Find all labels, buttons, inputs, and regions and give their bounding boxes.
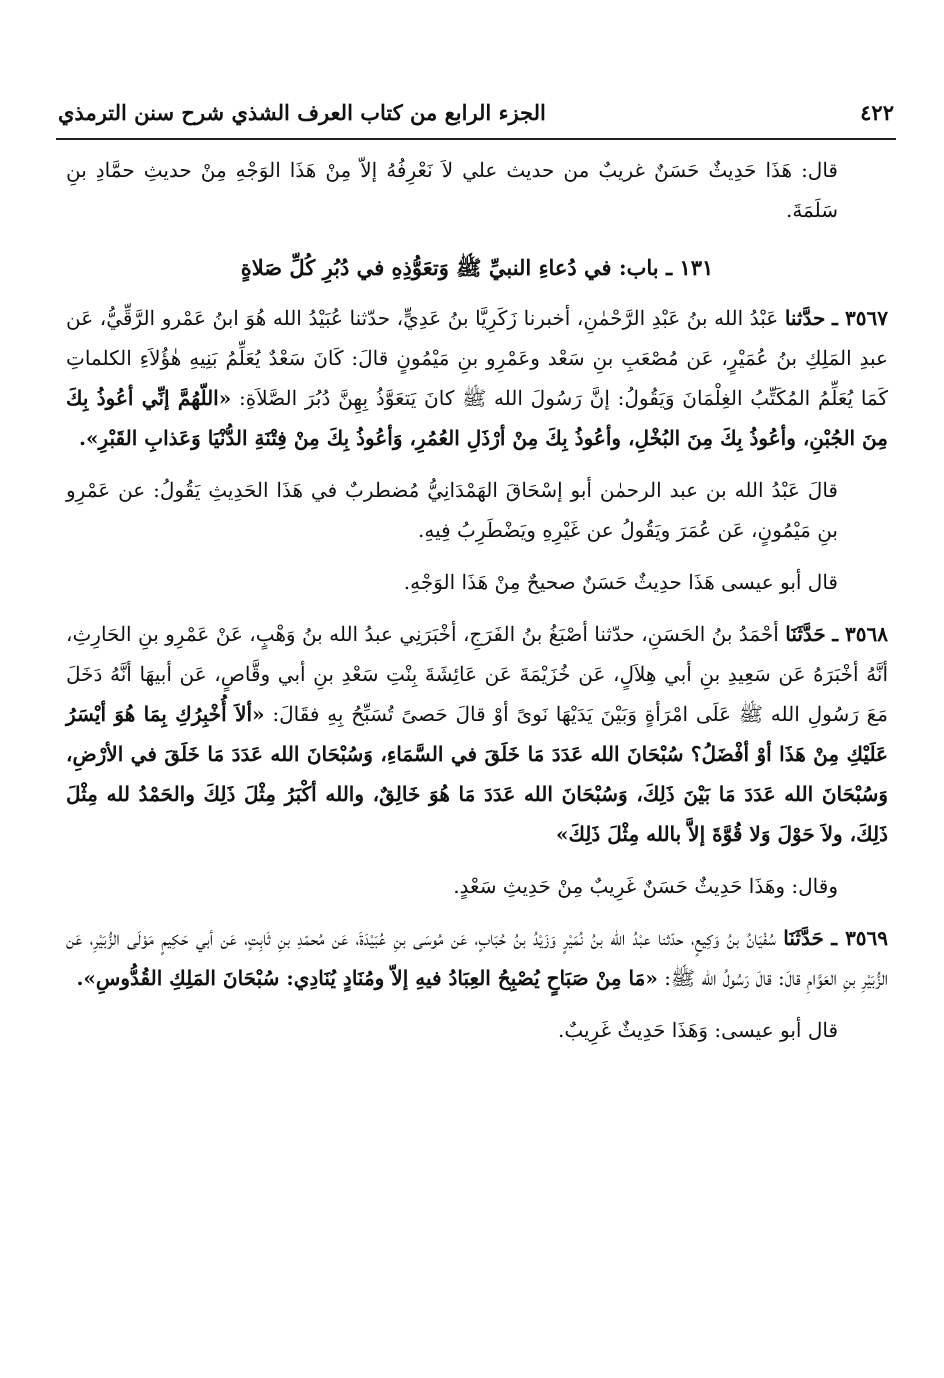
hadith-number: ٣٥٦٩ ـ — [831, 926, 889, 950]
hadith-text: عَبْدُ الله بنُ عَبْدِ الرَّحْمٰنِ، أخبرنا زَكَرِيَّا بنُ عَدِيٍّ، حدّثنا عُبَيْدُ الله هُوَ ابنُ عَمْرو الرَّقِّيُّ، عَن عبدِ المَلِكِ بنُ عُمَيْرٍ، عَن مُصْعَبِ بنِ سَعْد وعَمْرِو بنِ مَيْمُونٍ قالَ: كَانَ سَعْدٌ يُعَلِّمُ بَنِيهِ هٰؤُلاَءِ الكلماتِ كَمَا يُعَلِّمُ المُكَتِّبُ الغِلْمَانَ وَيَقُولُ: إنَّ رَسُولَ الله ﷺ كانَ يَتعَوَّذُ بِهِنَّ دُبُرَ الصَّلاَةِ: — [66, 306, 889, 410]
commentary-abu-isa-2: قال أبو عيسى: وَهَذَا حَدِيثٌ غَرِيبٌ. — [557, 1018, 838, 1042]
hadith-quote: «مَا مِنْ صَبَاحٍ يُصْبِحُ العِبَادُ فيهِ إلاّ ومُنَادٍ يُنَادِي: سُبْحَانَ المَلِكِ القُدُّوسِ». — [76, 966, 658, 990]
hadith-3569 — [66, 918, 888, 998]
hadith-quote: «ألاَ أُخْبِرُكِ بِمَا هُوَ أيْسَرُ عَلَيْكِ مِنْ هَذَا أوْ أفْضَلُ؟ سُبْحَانَ الله عَدَدَ مَا خَلَقَ في السَّمَاءِ، وَسُبْحَانَ الله عَدَدَ مَا خَلَقَ في الأرْضِ، وَسُبْحَانَ الله عَدَدَ مَا بَيْنَ ذَلِكَ، وَسُبْحَانَ الله عَدَدَ مَا هُوَ خَالِقٌ، والله أكْبَرُ مِثْلَ ذَلِكَ والحَمْدُ لله مِثْلَ ذَلِكَ، ولاَ حَوْلَ وَلا قُوَّةَ إلاَّ بالله مِثْلَ ذَلِكَ» — [66, 702, 888, 846]
commentary-abdullah: قالَ عَبْدُ الله بن عبد الرحمٰن أبو إسْحَاقَ الهَمْدَانِيُّ مُضطربٌ في هَذَا الحَدِيثِ يَقُولُ: عن عَمْرِو بنِ مَيْمُونٍ، عَن عُمَرَ ويَقُولُ عن غَيْرِهِ ويَضْطَرِبُ فِيهِ. — [66, 478, 838, 542]
hadith-lead: حدَّثنا — [784, 306, 826, 330]
hadith-text: سُفْيَانُ بنُ وَكِيعٍ، حدّثنا عبْدُ الله بنُ نُمَيْرٍ وَزَيْدُ بنُ حُبَابٍ، عَن مُوسَى بنِ عُبَيْدَةَ، عَن مُحمّدِ بنِ ثَابِتٍ، عَن أبي حَكِيمٍ مَوْلَى الزُّبَيْرِ، عَن الزُّبَيْرِ بنِ العَوَّامِ قالَ: قالَ رَسُولُ الله ﷺ: — [66, 926, 888, 990]
hadith-3568 — [66, 614, 888, 854]
hadith-lead: حَدَّثَنَا — [785, 622, 826, 646]
running-title: الجزء الرابع من كتاب العرف الشذي شرح سنن الترمذي — [58, 99, 546, 125]
hadith-number: ٣٥٦٨ ـ — [832, 622, 889, 646]
header-rule — [56, 138, 896, 140]
hadith-lead: حَدَّثَنَا — [783, 926, 824, 950]
commentary-abu-isa-1: قال أبو عيسى هَذَا حدِيثٌ حَسَنٌ صحيحٌ مِنْ هَذَا الوَجْهِ. — [403, 570, 838, 594]
hadith-3567 — [66, 298, 888, 458]
hadith-text: أحْمَدُ بنُ الحَسَنِ، حدّثنا أصْبَغُ بنُ الفَرَجِ، أخْبَرَنِي عبدُ الله بنُ وَهْبٍ، عَنْ عَمْرِو بنِ الحَارِثِ، أنَّهُ أخْبَرَهُ عَن سَعِيدِ بنِ أبي هِلاَلٍ، عَن خُزَيْمَةَ عَن عَائِشَةَ بِنْتِ سَعْدِ بنِ أبي وقَّاصٍ، عَن أبيهَا أنَّهُ دَخَلَ مَعَ رَسُولِ الله ﷺ عَلَى امْرَأةٍ وَبَيْنَ يَدَيْهَا نَوىً أوْ قالَ حَصىً تُسَبِّحُ بِهِ فقَالَ: — [66, 622, 888, 726]
page-header — [58, 92, 894, 132]
commentary-wa-qal: وقال: وهَذَا حَدِيثٌ حَسَنٌ غَرِيبٌ مِنْ حَدِيثِ سَعْدٍ. — [453, 874, 838, 898]
page-body — [66, 150, 888, 1050]
hadith-quote: «اللّهُمَّ إنِّي أعُوذُ بِكَ مِنَ الجُبْنِ، وأعُوذُ بِكَ مِنَ البُخْلِ، وأعُوذُ بِكَ مِنْ أرْذَلِ العُمُرِ، وَأعُوذُ بِكَ مِنْ فِتْنَةِ الدُّنْيَا وَعَذابِ القَبْرِ». — [66, 386, 888, 450]
hadith-number: ٣٥٦٧ ـ — [831, 306, 889, 330]
page-number: ٤٢٢ — [860, 99, 894, 125]
chapter-title: ١٣١ ـ باب: في دُعاءِ النبيِّ ﷺ وَتعَوُّذِهِ في دُبُرِ كُلِّ صَلاةٍ — [240, 255, 714, 280]
intro-paragraph: قال: هَذَا حَدِيثٌ حَسَنٌ غريبٌ من حديث علي لاَ نَعْرِفُهُ إلاّ مِنْ هَذَا الوَجْهِ مِنْ حديثِ حمَّادِ بنِ سَلَمَةَ. — [66, 158, 838, 222]
